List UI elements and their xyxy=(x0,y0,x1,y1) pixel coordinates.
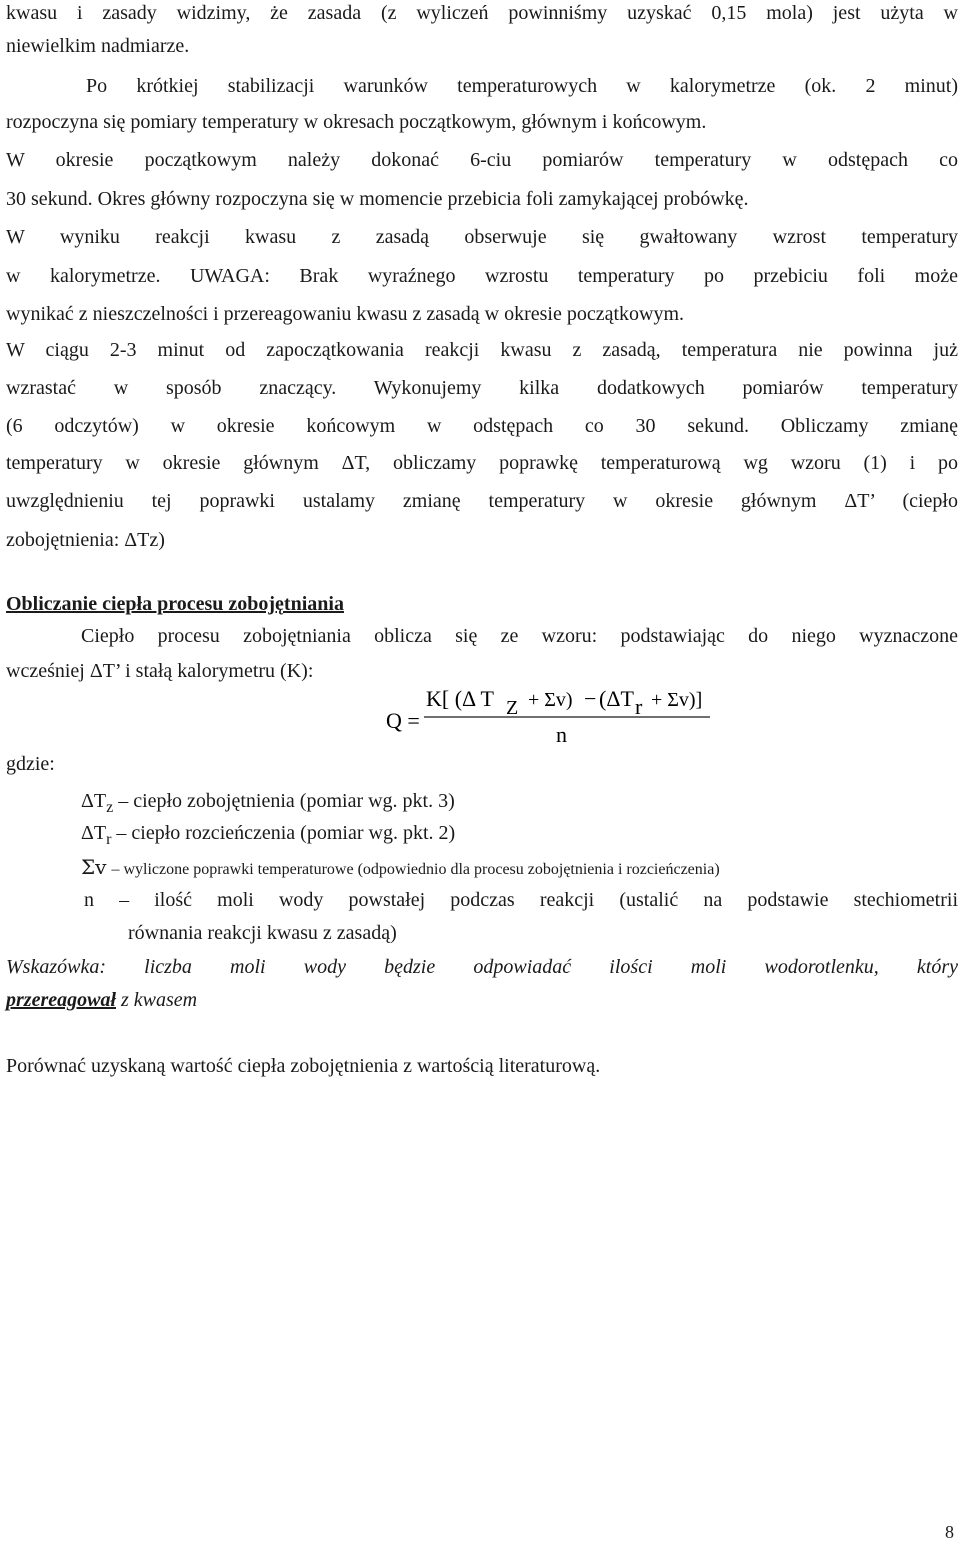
compare-instruction: Porównać uzyskaną wartość ciepła zobojętnienia z wartością literaturową. xyxy=(6,1055,601,1077)
hint-rest: z kwasem xyxy=(116,989,198,1011)
text-line: wynikać z nieszczelności i przereagowaniu kwasu z zasadą w okresie początkowym. xyxy=(6,303,685,325)
text-line: temperatury w okresie głównym ΔT, obliczamy poprawkę temperaturową wg wzoru (1) i po xyxy=(6,452,958,474)
text-line: W wyniku reakcji kwasu z zasadą obserwuje się gwałtowany wzrost temperatury xyxy=(6,226,958,248)
text-line: rozpoczyna się pomiary temperatury w okresach początkowym, głównym i końcowym. xyxy=(6,111,707,133)
definition-n-cont: równania reakcji kwasu z zasadą) xyxy=(128,922,397,944)
formula-plus-sv-2: + Σv)] xyxy=(651,689,703,711)
definition-n: n – ilość moli wody powstałej podczas reakcji (ustalić na podstawie stechiometrii xyxy=(84,889,958,911)
sigma-v-text: – wyliczone poprawki temperaturowe (odpowiednio dla procesu zobojętnienia i rozcieńczenia) xyxy=(111,861,720,878)
text-line: W okresie początkowym należy dokonać 6-ciu pomiarów temperatury w odstępach co xyxy=(6,149,958,171)
definition-sv xyxy=(81,855,720,882)
document-page xyxy=(6,0,958,1545)
section-heading: Obliczanie ciepła procesu zobojętniania xyxy=(6,593,344,615)
hint-line-2 xyxy=(6,988,958,1012)
text-line: wzrastać w sposób znaczący. Wykonujemy kilka dodatkowych pomiarów temperatury xyxy=(6,377,958,399)
formula-sub-z: Z xyxy=(506,697,519,719)
gdzie-label: gdzie: xyxy=(6,753,55,775)
sigma-v-symbol: Σv xyxy=(81,855,107,879)
formula-plus-sv-1: + Σv) xyxy=(528,689,573,711)
formula-lhs: Q = xyxy=(386,708,420,733)
text-line: zobojętnienia: ΔTz) xyxy=(6,529,165,551)
hint-line: Wskazówka: liczba moli wody będzie odpowiadać ilości moli wodorotlenku, który xyxy=(6,956,958,978)
formula-open-dtr: (ΔT xyxy=(599,686,634,711)
delta-tz-symbol: ΔT xyxy=(81,790,107,812)
delta-tz-sub: z xyxy=(106,799,114,816)
text-line: niewielkim nadmiarze. xyxy=(6,35,190,57)
definition-tr xyxy=(81,821,455,852)
text-line: w kalorymetrze. UWAGA: Brak wyraźnego wzrostu temperatury po przebiciu foli może xyxy=(6,265,958,287)
formula-minus: − xyxy=(584,686,597,711)
text-line: kwasu i zasady widzimy, że zasada (z wyliczeń powinniśmy uzyskać 0,15 mola) jest użyta w xyxy=(6,2,958,24)
page-number: 8 xyxy=(945,1522,954,1542)
delta-tr-sub: r xyxy=(106,831,112,848)
delta-tr-symbol: ΔT xyxy=(81,822,107,844)
delta-tz-text: – ciepło zobojętnienia (pomiar wg. pkt. 3) xyxy=(118,790,455,812)
text-line: Po krótkiej stabilizacji warunków temperaturowych w kalorymetrze (ok. 2 minut) xyxy=(86,75,958,97)
definition-tz xyxy=(81,789,455,820)
text-line: uwzględnieniu tej poprawki ustalamy zmianę temperatury w okresie głównym ΔT’ (ciepło xyxy=(6,490,958,512)
text-line: W ciągu 2-3 minut od zapoczątkowania reakcji kwasu z zasadą, temperatura nie powinna już xyxy=(6,339,958,361)
intro-line: wcześniej ΔT’ i stałą kalorymetru (K): xyxy=(6,660,314,682)
hint-bold-word: przereagował xyxy=(6,989,116,1011)
formula-numerator-k: K[ (Δ T xyxy=(426,686,494,711)
formula-denominator: n xyxy=(556,722,567,747)
text-line: 30 sekund. Okres główny rozpoczyna się w momencie przebicia foli zamykającej probówkę. xyxy=(6,188,749,210)
formula-sub-r: r xyxy=(635,694,643,719)
delta-tr-text: – ciepło rozcieńczenia (pomiar wg. pkt. 2) xyxy=(116,822,456,844)
intro-line: Ciepło procesu zobojętniania oblicza się ze wzoru: podstawiając do niego wyznaczone xyxy=(81,625,958,647)
text-line: (6 odczytów) w okresie końcowym w odstępach co 30 sekund. Obliczamy zmianę xyxy=(6,415,958,437)
formula xyxy=(6,686,958,750)
